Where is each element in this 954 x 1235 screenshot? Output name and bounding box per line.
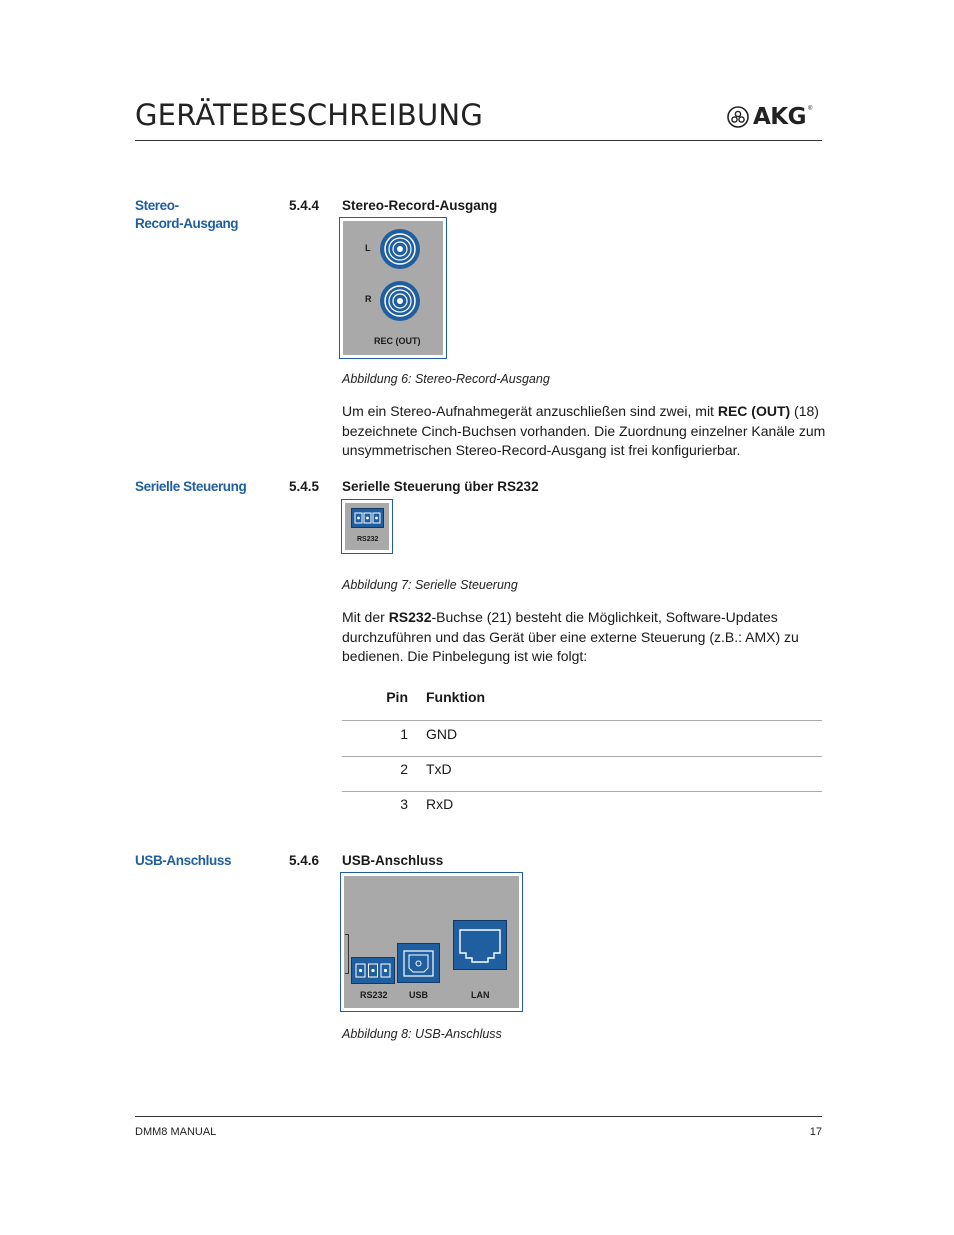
header-divider (135, 140, 822, 141)
label-usb: USB (409, 990, 429, 1000)
cinch-jack-left-icon (379, 228, 421, 270)
label-rec-out: REC (OUT) (374, 336, 421, 346)
label-rs232: RS232 (360, 990, 388, 1000)
figure-caption: Abbildung 6: Stereo-Record-Ausgang (342, 372, 550, 386)
side-label-serielle-steuerung: Serielle Steuerung (135, 479, 247, 494)
page-number: 17 (809, 1126, 822, 1138)
label-l: L (365, 243, 371, 253)
panel-edge-mark (345, 934, 349, 974)
table-header-funktion: Funktion (426, 689, 486, 705)
rs232-panel (345, 503, 389, 550)
label-rs232: RS232 (357, 536, 379, 543)
page-title: GERÄTEBESCHREIBUNG (135, 98, 483, 132)
table-cell-funktion: RxD (426, 796, 454, 812)
side-label-stereo-record: Stereo- Record-Ausgang (135, 198, 239, 231)
table-cell-pin: 1 (400, 726, 408, 742)
lan-port-icon (453, 920, 507, 970)
table-divider (342, 791, 822, 792)
table-cell-funktion: TxD (426, 761, 452, 777)
usb-figure (340, 872, 523, 1012)
table-divider (342, 756, 822, 757)
akg-emblem-icon (727, 106, 749, 128)
usb-panel (344, 876, 519, 1008)
table-header-pin: Pin (386, 689, 408, 705)
table-divider (342, 720, 822, 721)
section-title: Stereo-Record-Ausgang (342, 198, 498, 213)
paragraph-serielle-steuerung: Mit der RS232-Buchse (21) besteht die Möglichkeit, Software-Updates durchzuführen und das Gerät über eine externe Steuerung (z.B.: AMX) zu bedienen. Die Pinbelegung ist wie folgt: (342, 609, 799, 664)
figure-caption: Abbildung 8: USB-Anschluss (342, 1027, 502, 1041)
section-number: 5.4.4 (289, 198, 320, 213)
figure-caption: Abbildung 7: Serielle Steuerung (342, 578, 518, 592)
rs232-connector-icon (351, 508, 384, 528)
cinch-jack-right-icon (379, 280, 421, 322)
akg-logo (727, 106, 812, 128)
rec-out-figure (339, 217, 447, 359)
label-r: R (365, 294, 372, 304)
section-title: USB-Anschluss (342, 853, 444, 868)
label-lan: LAN (471, 990, 490, 1000)
section-number: 5.4.6 (289, 853, 320, 868)
paragraph-stereo-record: Um ein Stereo-Aufnahmegerät anzuschließen sind zwei, mit REC (OUT) (18) bezeichnete Cinch-Buchsen vorhanden. Die Zuordnung einzelner Kanäle zum unsymmetrischen Stereo-Record-Ausgang ist frei konfigurierbar. (342, 403, 826, 458)
side-label-usb-anschluss: USB-Anschluss (135, 853, 232, 868)
table-cell-pin: 3 (400, 796, 408, 812)
rec-out-panel (343, 221, 443, 355)
footer-manual-name: DMM8 MANUAL (135, 1126, 217, 1138)
table-cell-pin: 2 (400, 761, 408, 777)
rs232-figure (341, 499, 393, 554)
section-title: Serielle Steuerung über RS232 (342, 479, 539, 494)
footer-divider (135, 1116, 822, 1117)
table-cell-funktion: GND (426, 726, 458, 742)
rs232-connector-icon (351, 957, 395, 984)
section-number: 5.4.5 (289, 479, 320, 494)
usb-port-icon (397, 943, 440, 983)
logo-text: AKG (753, 104, 807, 130)
logo-trademark: ® (808, 106, 813, 112)
